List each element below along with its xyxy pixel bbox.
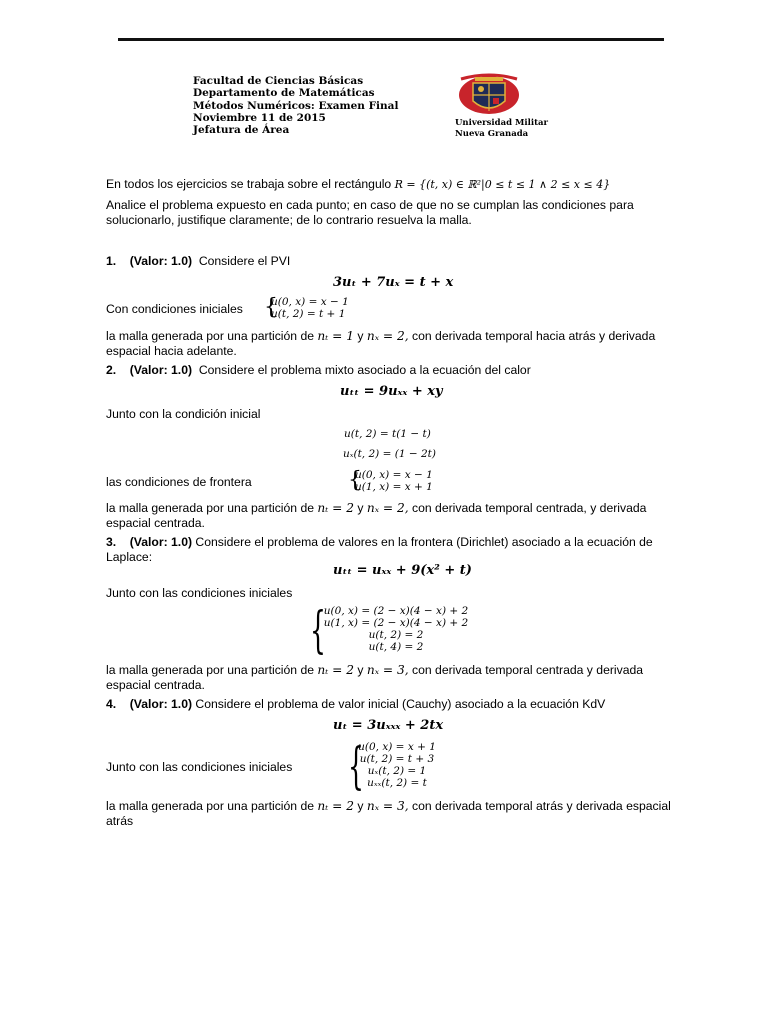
problem-3-mesh — [106, 663, 676, 692]
course-line: Métodos Numéricos: Examen Final — [193, 99, 399, 112]
problem-1-cond-label: Con condiciones iniciales — [106, 302, 243, 316]
problem-3-condition: u(t, 2) = 2 — [368, 629, 424, 641]
university-name — [455, 118, 548, 139]
intro-instructions: Analice el problema expuesto en cada punto; en caso de que no se cumplan las condiciones para solucionarlo, justifique claramente; de lo contrario resuelva la malla. — [106, 198, 634, 227]
intro-line — [106, 177, 610, 191]
mesh-text: con derivada temporal hacia atrás y derivada espacial hacia adelante. — [106, 329, 656, 358]
and-text: y — [357, 501, 364, 515]
problem-3-statement: Considere el problema de valores en la frontera (Dirichlet) asociado a la ecuación de Laplace: — [106, 535, 653, 564]
nx-value: nₓ = 2, — [366, 501, 409, 515]
nt-value: nₜ = 1 — [317, 329, 354, 343]
problem-4-value: (Valor: 1.0) — [129, 697, 193, 711]
university-line-1: Universidad Militar — [455, 118, 549, 128]
department-line: Departamento de Matemáticas — [193, 87, 375, 100]
problem-4-condition: uₓₓ(t, 2) = t — [367, 777, 427, 789]
problem-1-heading — [106, 254, 290, 268]
problem-2-heading — [106, 363, 531, 377]
problem-3-condition: u(1, x) = (2 − x)(4 − x) + 2 — [323, 617, 469, 629]
problem-3-cond-label: Junto con las condiciones iniciales — [106, 586, 293, 600]
mesh-text: la malla generada por una partición de — [106, 329, 315, 343]
top-rule — [118, 38, 664, 41]
problem-4-condition: u(0, x) = x + 1 — [358, 741, 436, 753]
problem-2-boundary-label: las condiciones de frontera — [106, 475, 252, 489]
boundary-condition: u(0, x) = x − 1 — [355, 469, 433, 481]
problem-4-number: 4. — [106, 697, 117, 711]
university-logo — [453, 73, 525, 121]
problem-2-mesh — [106, 501, 676, 530]
and-text: y — [357, 329, 364, 343]
problem-2-init-condition: u(t, 2) = t(1 − t) — [344, 428, 431, 440]
problem-1-mesh — [106, 329, 676, 358]
problem-3-value: (Valor: 1.0) — [129, 535, 193, 549]
problem-4-statement: Considere el problema de valor inicial (Cauchy) asociado a la ecuación KdV — [195, 697, 606, 711]
problem-1-value: (Valor: 1.0) — [129, 254, 193, 268]
nt-value: nₜ = 2 — [317, 501, 354, 515]
problem-2-statement: Considere el problema mixto asociado a la ecuación del calor — [198, 363, 531, 377]
mesh-text: con derivada temporal centrada y derivada espacial centrada. — [106, 663, 644, 692]
problem-4-conditions: { u(0, x) = x + 1 u(t, 2) = t + 3 uₓ(t, 2) = 1 uₓₓ(t, 2) = t — [348, 741, 440, 791]
intro-text: En todos los ejercicios se trabaja sobre el rectángulo — [106, 177, 392, 191]
problem-1-condition: u(0, x) = x − 1 — [271, 296, 349, 308]
problem-3-condition: u(0, x) = (2 − x)(4 − x) + 2 — [323, 605, 469, 617]
office-line: Jefatura de Área — [193, 124, 290, 137]
problem-1-equation: 3uₜ + 7uₓ = t + x — [333, 275, 454, 290]
nx-value: nₓ = 3, — [366, 663, 409, 677]
problem-1-statement: Considere el PVI — [198, 254, 291, 268]
problem-2-init-condition: uₓ(t, 2) = (1 − 2t) — [343, 448, 436, 460]
problem-4-cond-label: Junto con las condiciones iniciales — [106, 760, 293, 774]
nx-value: nₓ = 2, — [366, 329, 409, 343]
header-block — [193, 75, 398, 136]
problem-2-equation: uₜₜ = 9uₓₓ + xy — [340, 384, 443, 399]
mesh-text: la malla generada por una partición de — [106, 799, 315, 813]
problem-1-condition: u(t, 2) = t + 1 — [271, 308, 346, 320]
university-line-2: Nueva Granada — [455, 128, 529, 139]
problem-3-number: 3. — [106, 535, 117, 549]
mesh-text: con derivada temporal atrás y derivada espacial atrás — [106, 799, 671, 828]
boundary-condition: u(1, x) = x + 1 — [355, 481, 433, 493]
domain-expression: R = {(t, x) ∈ ℝ²|0 ≤ t ≤ 1 ∧ 2 ≤ x ≤ 4} — [394, 178, 611, 191]
mesh-text: con derivada temporal centrada, y derivada espacial centrada. — [106, 501, 647, 530]
problem-2-init-label: Junto con la condición inicial — [106, 407, 261, 421]
nt-value: nₜ = 2 — [317, 663, 354, 677]
nt-value: nₜ = 2 — [317, 799, 354, 813]
problem-1-number: 1. — [106, 254, 117, 268]
mesh-text: la malla generada por una partición de — [106, 501, 315, 515]
problem-3-heading — [106, 535, 681, 564]
problem-2-number: 2. — [106, 363, 117, 377]
problem-2-value: (Valor: 1.0) — [129, 363, 193, 377]
date-line: Noviembre 11 de 2015 — [193, 111, 326, 124]
problem-3-conditions: { u(0, x) = (2 − x)(4 − x) + 2 u(1, x) = (2 − x)(4 − x) + 2 u(t, 2) = 2 u(t, 4) = 2 — [310, 605, 480, 655]
and-text: y — [357, 799, 364, 813]
faculty-line: Facultad de Ciencias Básicas — [193, 75, 364, 87]
problem-4-heading — [106, 697, 605, 711]
problem-4-condition: u(t, 2) = t + 3 — [359, 753, 435, 765]
mesh-text: la malla generada por una partición de — [106, 663, 315, 677]
and-text: y — [357, 663, 364, 677]
exam-page: Facultad de Ciencias Básicas Departamento de Matemáticas Métodos Numéricos: Examen Final Noviembre 11 de 2015 Jefatura de Área Universidad Militar Nueva Granada En todos los ejercicios se trabaja sobre el rectángulo R = {(t, x) ∈ ℝ²|0 ≤ t ≤ 1 ∧ 2 ≤ x ≤ 4} Analice el problema expuesto en cada punto; en caso de que no se cumplan las condiciones para solucionarlo, justifique claramente; de lo contrario resuelva la malla. 1. (Valor: 1.0) Considere el PVI 3uₜ + 7uₓ = t + x Con condiciones iniciales { u(0, x) = x − 1 u(t, 2) = t + 1 la malla generada por una partición de nₜ = 1 y nₓ = 2, con derivada temporal hacia atrás y derivada espacial hacia adelante. 2. (Valor: 1.0) Considere el problema mixto asociado a la ecuación del calor uₜₜ = 9uₓₓ + xy Junto con la condición inicial u(t, 2) = t(1 − t) uₓ(t, 2) = (1 − 2t) las condiciones de frontera { u(0, x) = x − 1 u(1, x) = x + 1 la malla generada por una partición de nₜ = 2 y nₓ = 2, con derivada temporal centrada, y derivada espacial centrada. 3. (Valor: 1.0) Considere el problema de valores en la frontera (Dirichlet) asociado a la ecuación de Laplace: uₜₜ = uₓₓ + 9(x² + t) Junto con las condiciones iniciales { u(0, x) = (2 − x)(4 − x) + 2 u(1, x) = (2 − x)(4 − x) + 2 u(t, 2) = 2 u(t, 4) = 2 la malla generada por una partición de nₜ = 2 y nₓ = 3, con derivada temporal centrada y derivada espacial centrada. 4. (Valor: 1.0) Considere el problema de valor inicial (Cauchy) asociado a la ecuación KdV uₜ = 3uₓₓₓ + 2tx Junto con las condiciones iniciales { u(0, x) = x + 1 u(t, 2) = t + 3 uₓ(t, 2) = 1 uₓₓ(t, 2) = t la malla generada por una partición de nₜ = 2 y nₓ = 3, con derivada temporal atrás y derivada espacial atrás — [0, 0, 768, 1024]
nx-value: nₓ = 3, — [366, 799, 409, 813]
problem-4-mesh — [106, 799, 676, 828]
problem-4-equation: uₜ = 3uₓₓₓ + 2tx — [333, 718, 444, 733]
problem-4-condition: uₓ(t, 2) = 1 — [367, 765, 427, 777]
problem-3-equation: uₜₜ = uₓₓ + 9(x² + t) — [333, 563, 472, 578]
problem-3-condition: u(t, 4) = 2 — [368, 641, 424, 653]
